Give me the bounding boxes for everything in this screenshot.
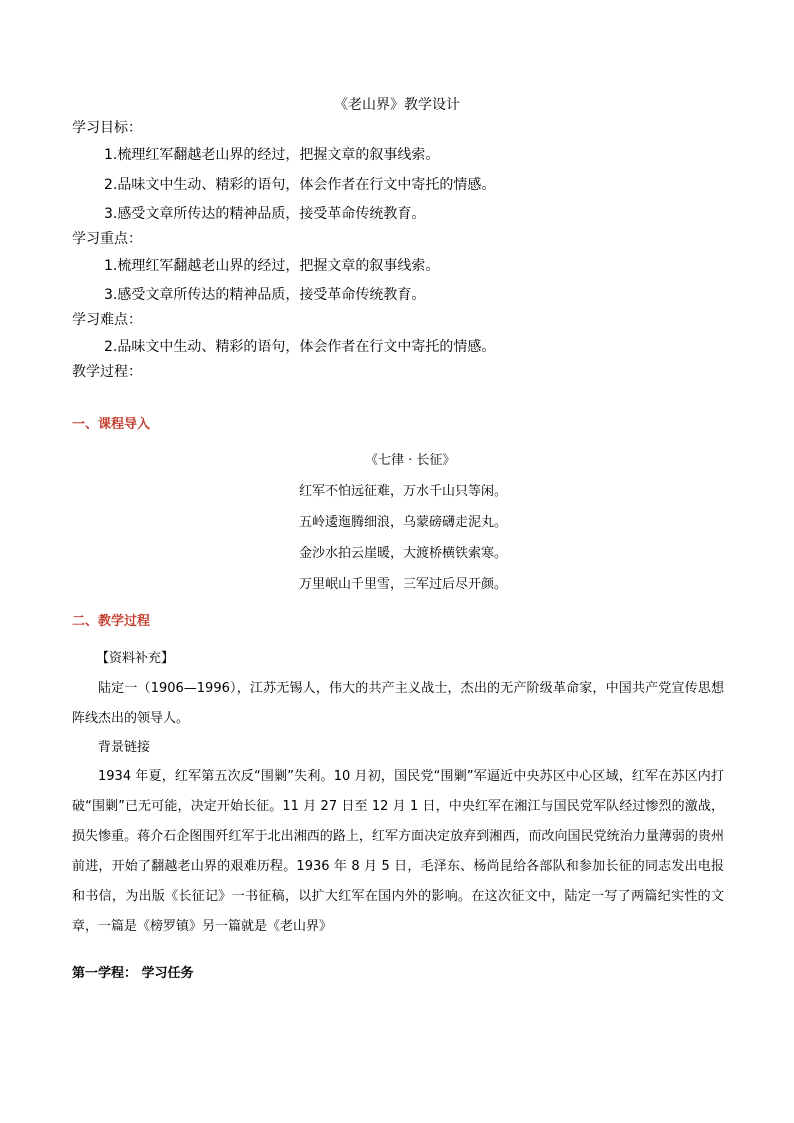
key-point-item: 3.感受文章所传达的精神品质，接受革命传统教育。	[104, 287, 426, 303]
difficulties-heading: 学习难点：	[72, 312, 142, 328]
page-title: 《老山界》教学设计	[334, 97, 460, 113]
stage1-heading: 第一学程： 学习任务	[72, 966, 194, 981]
poem-line: 万里岷山千里雪，三军过后尽开颜。	[299, 577, 508, 592]
poem-line: 五岭逶迤腾细浪，乌蒙磅礴走泥丸。	[299, 515, 508, 530]
section1-heading: 一、课程导入	[72, 417, 151, 432]
objective-item: 2.品味文中生动、精彩的语句，体会作者在行文中寄托的情感。	[104, 177, 496, 193]
difficulty-item: 2.品味文中生动、精彩的语句，体会作者在行文中寄托的情感。	[104, 339, 496, 355]
supplement-label: 【资料补充】	[96, 651, 175, 666]
background-label: 背景链接	[98, 740, 151, 755]
objective-item: 1.梳理红军翻越老山界的经过，把握文章的叙事线索。	[104, 147, 440, 163]
poem-title: 《七律 · 长征》	[365, 453, 456, 468]
poem-line: 金沙水拍云崖暖，大渡桥横铁索寒。	[299, 546, 508, 561]
poem-line: 红军不怕远征难，万水千山只等闲。	[299, 484, 508, 499]
key-point-item: 1.梳理红军翻越老山界的经过，把握文章的叙事线索。	[104, 258, 440, 274]
background-text: 1934 年夏，红军第五次反“围剿”失利。10 月初，国民党“围剿”军逼近中央苏区中心区域，红军在苏区内打破“围剿”已无可能，决定开始长征。11 月 27 日至 12 月 1 日，中央红军在湘江与国民党军队经过惨烈的激战，损失惨重。蒋介石企图围歼红军于北出湘西的路上，红军方面决定放弃到湘西，而改向国民党统治力量薄弱的贵州前进，开始了翻越老山界的艰难历程。1936 年 8 月 5 日，毛泽东、杨尚昆给各部队和参加长征的同志发出电报和书信，为出版《长征记》一书征稿，以扩大红军在国内外的影响。在这次征文中，陆定一写了两篇纪实性的文章，一篇是《榜罗镇》另一篇就是《老山界》	[72, 769, 724, 934]
process-heading: 教学过程：	[72, 364, 142, 380]
objectives-heading: 学习目标：	[72, 120, 142, 136]
section2-heading: 二、教学过程	[72, 614, 151, 629]
objective-item: 3.感受文章所传达的精神品质，接受革命传统教育。	[104, 206, 426, 222]
author-bio: 陆定一（1906—1996），江苏无锡人，伟大的共产主义战士，杰出的无产阶级革命家，中国共产党宣传思想阵线杰出的领导人。	[72, 681, 724, 726]
key-points-heading: 学习重点：	[72, 231, 142, 247]
